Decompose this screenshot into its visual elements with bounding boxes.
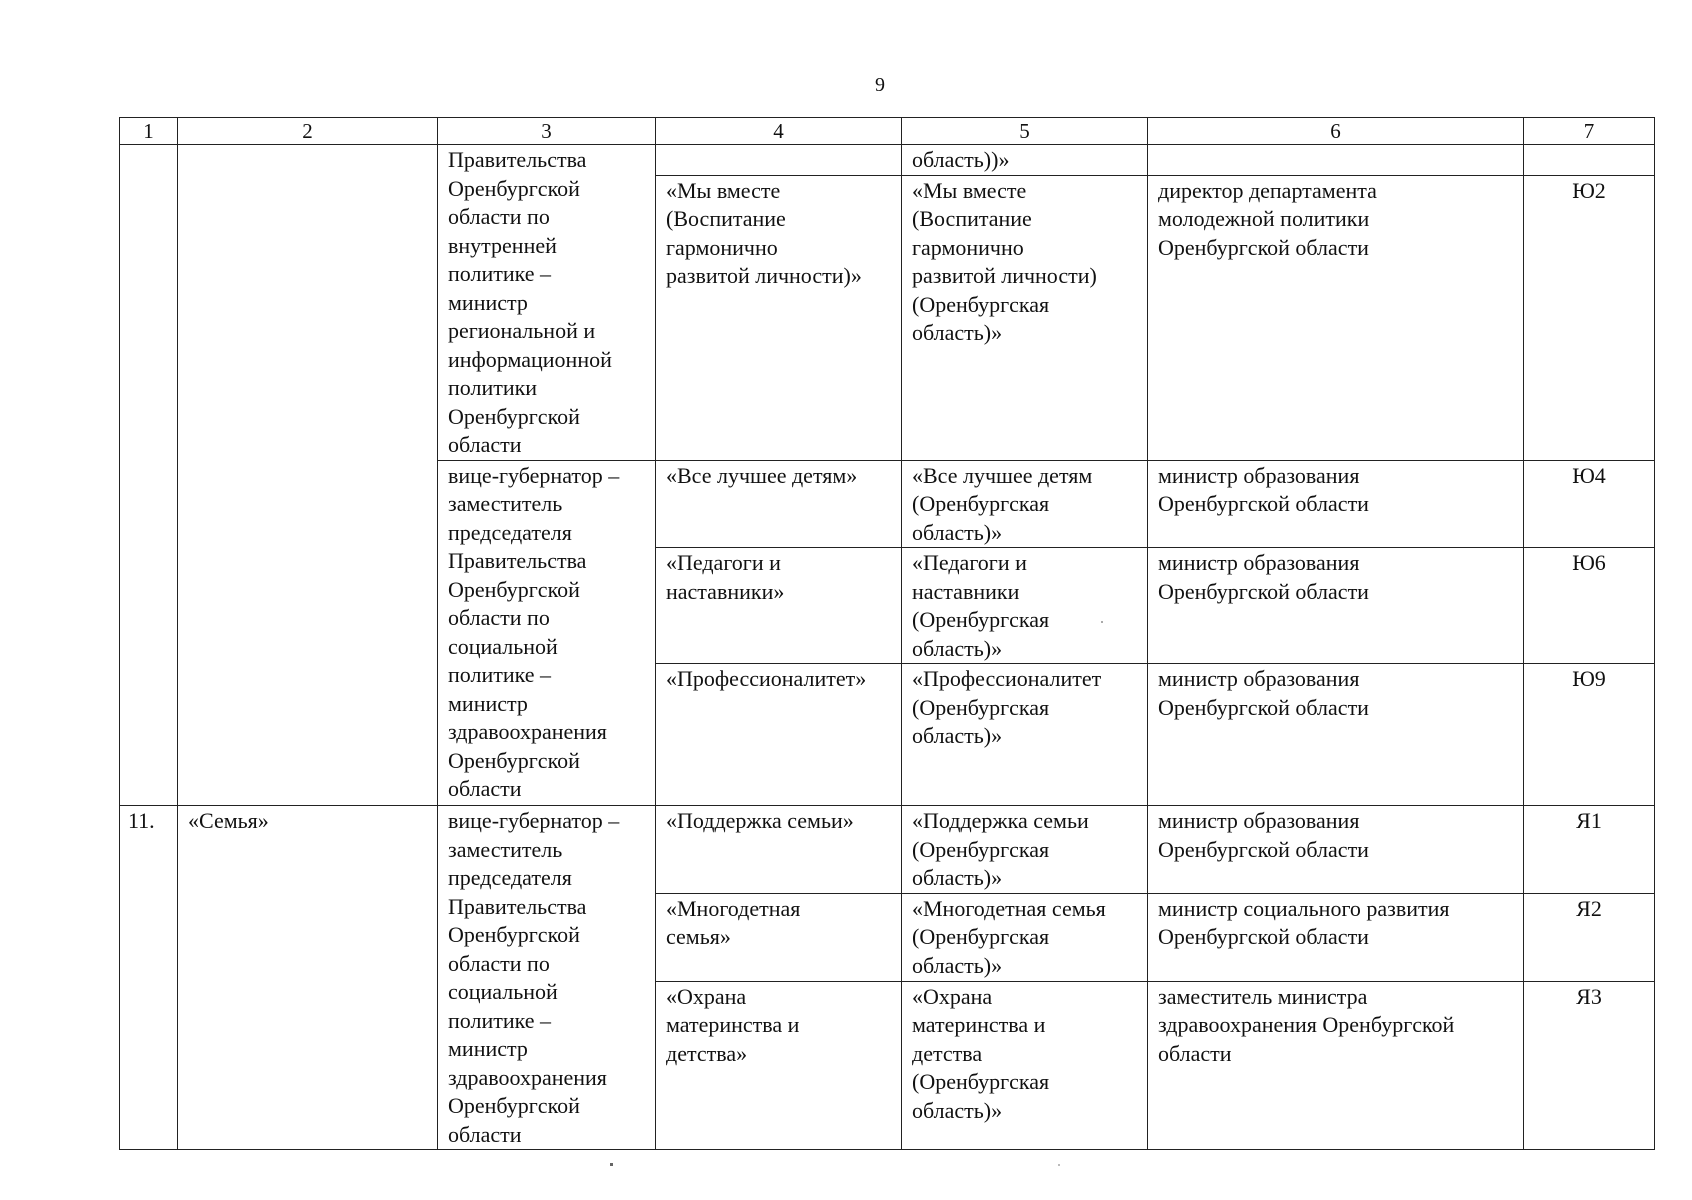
curator-cell: вице-губернатор – заместитель председателя Правительства Оренбургской области по социальной политике – министр здравоохранения Оренбургской области <box>438 460 656 806</box>
header-cell: 3 <box>438 118 656 145</box>
regional-project-cell: «Поддержка семьи (Оренбургская область)» <box>902 806 1148 894</box>
header-cell: 5 <box>902 118 1148 145</box>
code-cell: Ю2 <box>1524 175 1655 460</box>
code-cell: Ю4 <box>1524 460 1655 548</box>
regional-project-cell: «Профессионалитет (Оренбургская область)» <box>902 664 1148 806</box>
regional-project-cell: «Мы вместе (Воспитание гармонично развитой личности) (Оренбургская область)» <box>902 175 1148 460</box>
regional-project-cell: «Все лучшее детям (Оренбургская область)» <box>902 460 1148 548</box>
code-cell: Ю9 <box>1524 664 1655 806</box>
header-cell: 4 <box>656 118 902 145</box>
federal-project-cell: «Педагоги и наставники» <box>656 548 902 664</box>
number-cell <box>120 145 178 806</box>
federal-project-cell: «Охрана материнства и детства» <box>656 981 902 1150</box>
document-table <box>119 117 1655 1150</box>
table-row <box>120 806 1655 894</box>
federal-project-cell: «Профессионалитет» <box>656 664 902 806</box>
page-number: 9 <box>875 74 885 96</box>
project-cell <box>178 145 438 806</box>
regional-project-cell: «Педагоги и наставники (Оренбургская область)» <box>902 548 1148 664</box>
scan-speck <box>610 1163 613 1166</box>
federal-project-cell: «Многодетная семья» <box>656 893 902 981</box>
project-cell: «Семья» <box>178 806 438 1150</box>
scan-speck <box>1058 1164 1060 1166</box>
responsible-cell: министр образования Оренбургской области <box>1148 806 1524 894</box>
curator-cell: вице-губернатор – заместитель председателя Правительства Оренбургской области по социальной политике – министр здравоохранения Оренбургской области <box>438 806 656 1150</box>
responsible-cell: директор департамента молодежной политики Оренбургской области <box>1148 175 1524 460</box>
header-cell: 6 <box>1148 118 1524 145</box>
code-cell: Я3 <box>1524 981 1655 1150</box>
responsible-cell: министр социального развития Оренбургской области <box>1148 893 1524 981</box>
responsible-cell <box>1148 145 1524 176</box>
federal-project-cell: «Мы вместе (Воспитание гармонично развитой личности)» <box>656 175 902 460</box>
number-cell: 11. <box>120 806 178 1150</box>
table-row <box>120 145 1655 176</box>
header-cell: 7 <box>1524 118 1655 145</box>
header-cell: 1 <box>120 118 178 145</box>
code-cell: Я2 <box>1524 893 1655 981</box>
header-cell: 2 <box>178 118 438 145</box>
responsible-cell: министр образования Оренбургской области <box>1148 548 1524 664</box>
curator-cell: Правительства Оренбургской области по внутренней политике – министр региональной и информационной политики Оренбургской области <box>438 145 656 461</box>
federal-project-cell: «Все лучшее детям» <box>656 460 902 548</box>
code-cell <box>1524 145 1655 176</box>
regional-project-cell: «Многодетная семья (Оренбургская область)» <box>902 893 1148 981</box>
regional-project-cell: «Охрана материнства и детства (Оренбургская область)» <box>902 981 1148 1150</box>
code-cell: Ю6 <box>1524 548 1655 664</box>
federal-project-cell: «Поддержка семьи» <box>656 806 902 894</box>
code-cell: Я1 <box>1524 806 1655 894</box>
responsible-cell: министр образования Оренбургской области <box>1148 664 1524 806</box>
regional-project-cell: область))» <box>902 145 1148 176</box>
federal-project-cell <box>656 145 902 176</box>
responsible-cell: министр образования Оренбургской области <box>1148 460 1524 548</box>
responsible-cell: заместитель министра здравоохранения Оренбургской области <box>1148 981 1524 1150</box>
header-row <box>120 118 1655 145</box>
scan-speck <box>1101 621 1103 623</box>
